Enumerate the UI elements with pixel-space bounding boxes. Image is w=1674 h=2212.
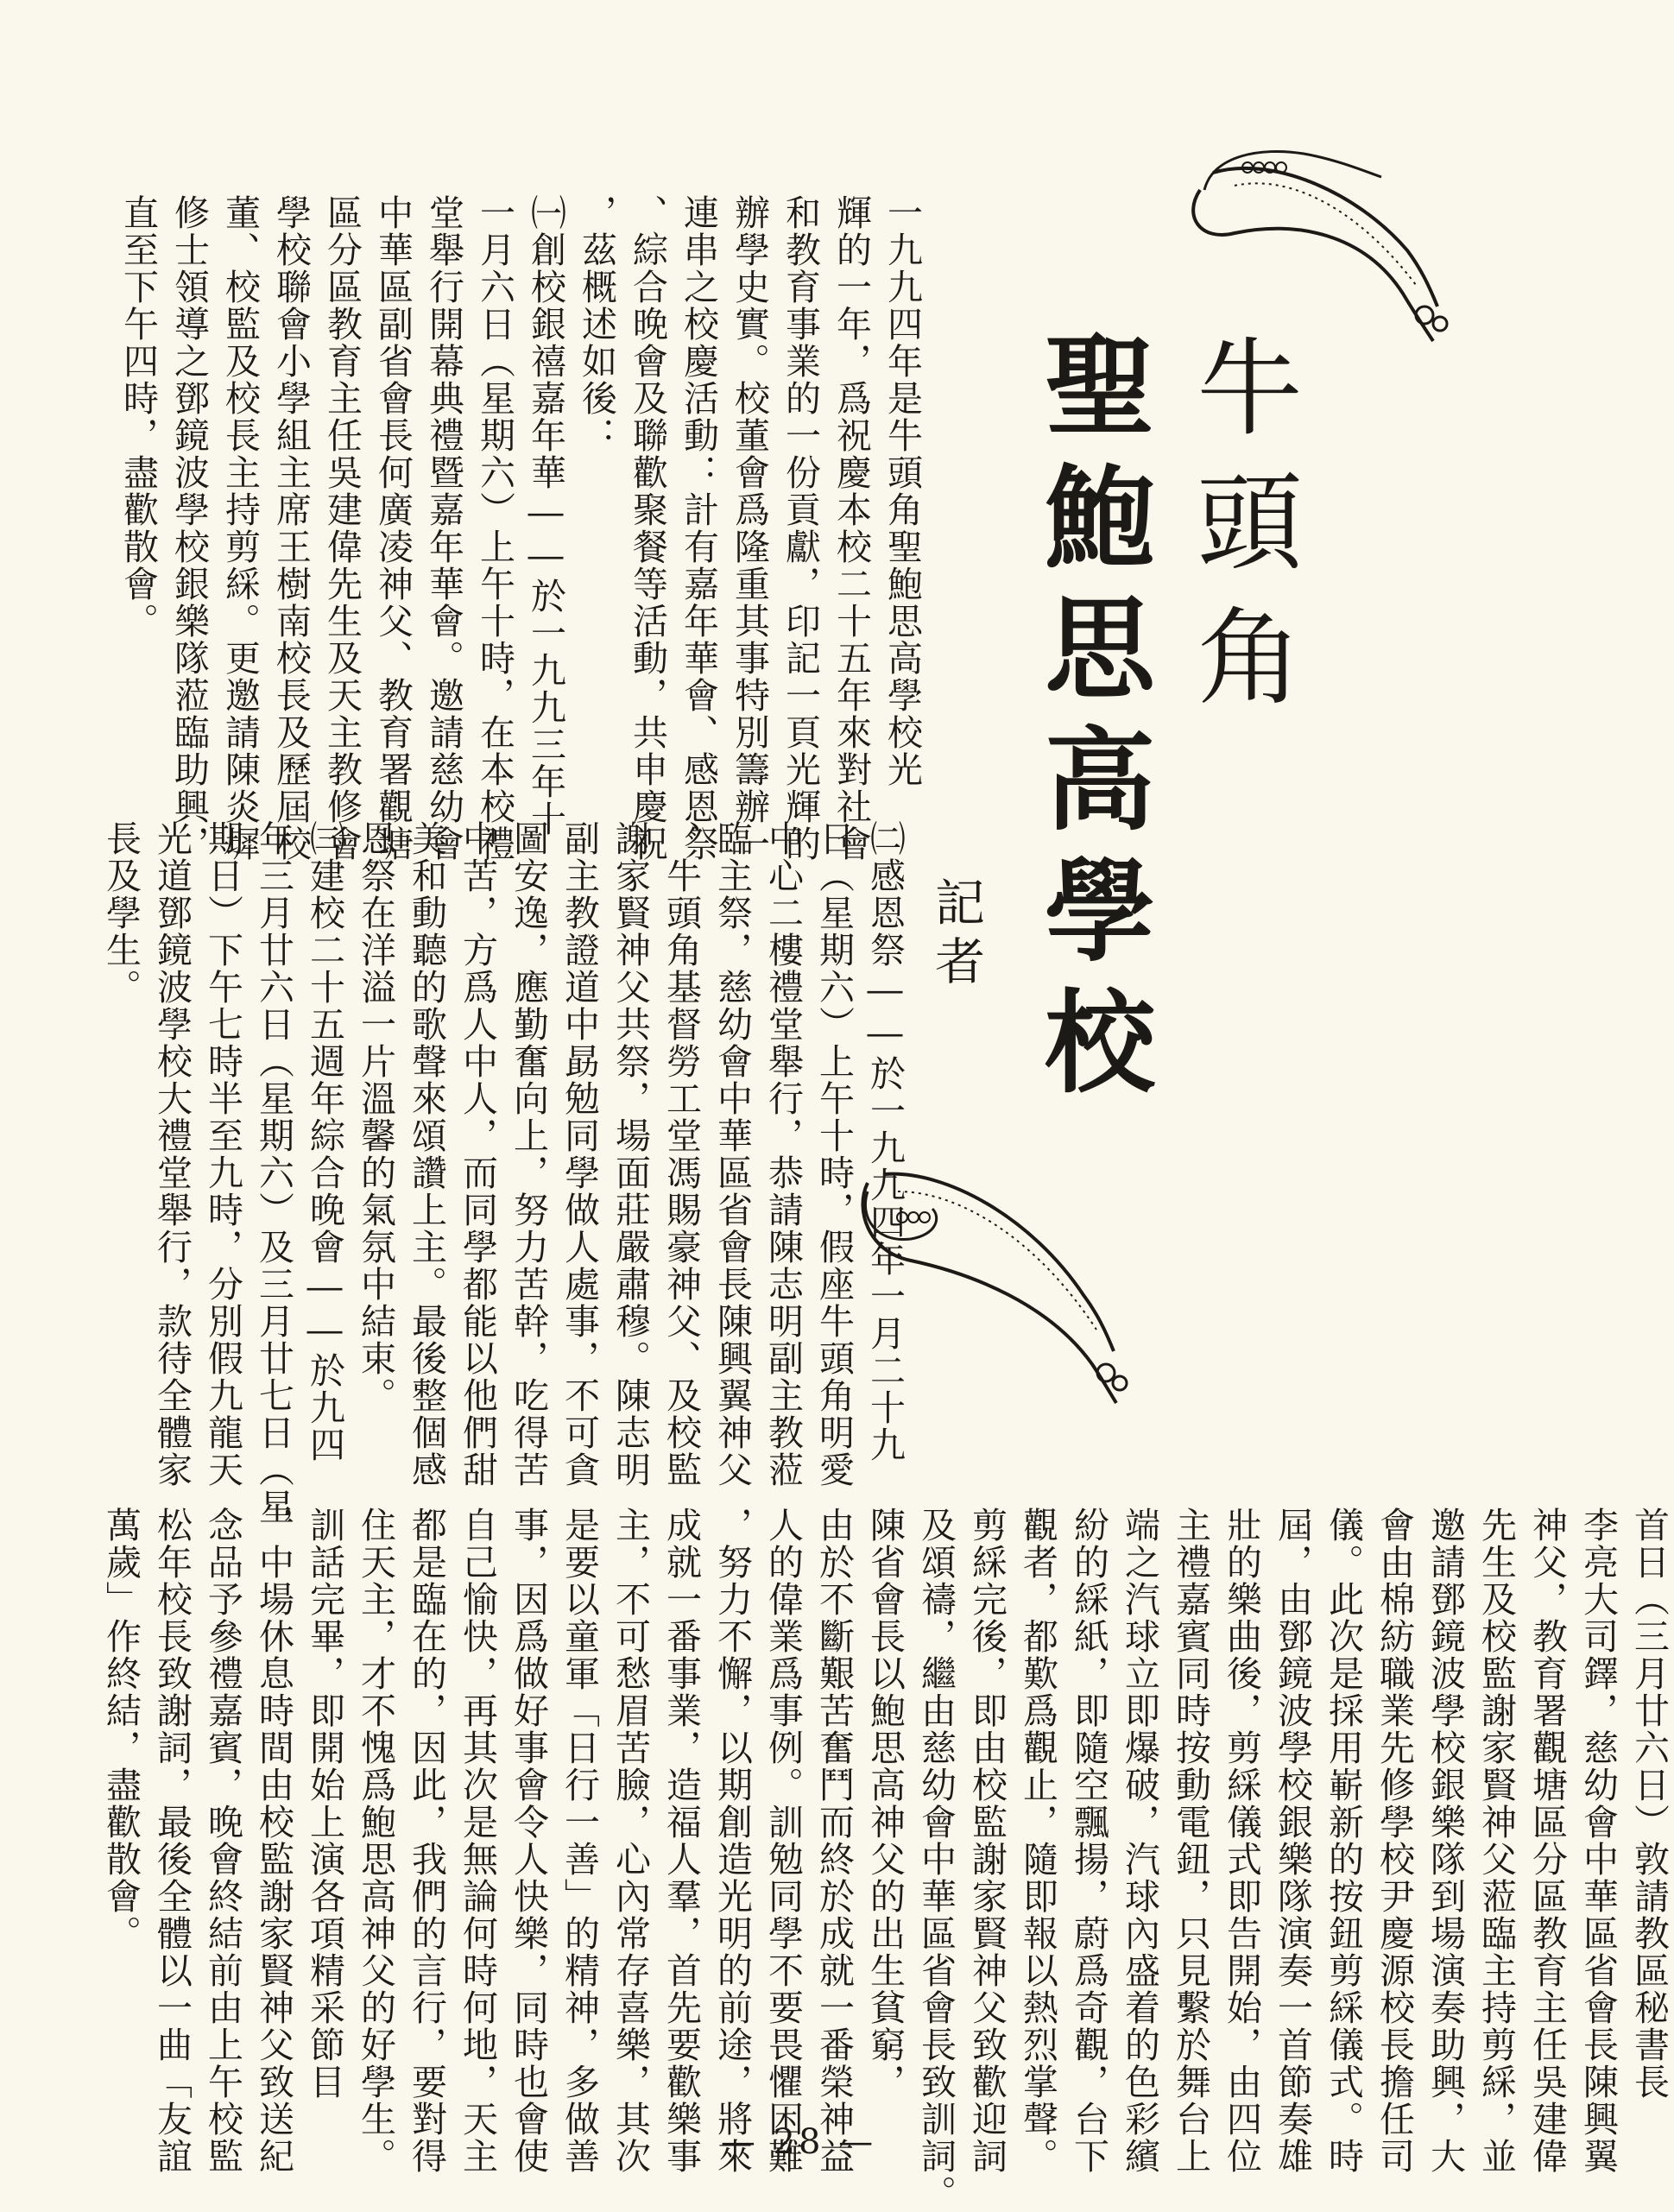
page-number: — 28 — — [720, 2122, 877, 2162]
byline: 記者 — [926, 876, 985, 994]
title-place: 牛頭角 — [1179, 332, 1302, 736]
title-school: 聖鮑思高學校 — [1026, 328, 1154, 1115]
article-column-1: 一九九四年是牛頭角聖鮑思高學校光 輝的一年，爲祝慶本校二十五年來對社會 和教育事業的一份貢獻，印記一頁光輝的 辦學史實。校董會爲隆重其事特別籌辦一 連串之校慶活動：計有嘉年華會、感恩祭 、綜合晚會及聯歡聚餐等活動，共申慶祝 ，茲概述如後： ㈠創校銀禧嘉年華――於一九九三年十 一月六日（星期六）上午十時，在本校禮 堂舉行開幕典禮暨嘉年華會。邀請慈幼會 中華區副省會長何廣凌神父、教育署觀塘 區分區教育主任吳建偉先生及天主教修會 學校聯會小學組主席王樹南校長及歷屆校 董、校監及校長主持剪綵。更邀請陳炎墀 修士領導之鄧鏡波學校銀樂隊蒞臨助興， 直至下午四時，盡歡散會。 — [117, 194, 923, 863]
article-column-2: ㈡感恩祭――於一九九四年一月二十九 日（星期六）上午十時，假座牛頭角明愛 中心二樓禮堂舉行，恭請陳志明副主教蒞 臨主祭，慈幼會中華區省會長陳興翼神父 、牛頭角基督勞工堂馮賜豪神父、及校監 謝家賢神父共祭，場面莊嚴肅穆。陳志明 副主教證道中勗勉同學做人處事，不可貪 圖安逸，應勤奮向上，努力苦幹，吃得苦 中苦，方爲人中人，而同學都能以他們甜 美和動聽的歌聲來頌讚上主。最後整個感 恩祭在洋溢一片溫馨的氣氛中結束。 ㈢建校二十五週年綜合晚會――於九四 年三月廿六日（星期六）及三月廿七日（星 期日）下午七時半至九時，分別假九龍天 光道鄧鏡波學校大禮堂舉行，款待全體家 長及學生。 — [100, 820, 906, 1526]
article-column-3: 首日（三月廿六日）敦請教區秘書長 李亮大司鐸，慈幼會中華區省會長陳興翼 神父，教育署觀塘區分區教育主任吳建偉 先生及校監謝家賢神父蒞臨主持剪綵，並 邀請鄧鏡波學校銀樂隊到場演奏助興，大 會由棉紡職業先修學校尹慶源校長擔任司 儀。此次是採用嶄新的按鈕剪綵儀式。時 屆，由鄧鏡波學校銀樂隊演奏一首節奏雄 壯的樂曲後，剪綵儀式即告開始，由四位 主禮嘉賓同時按動電鈕，只見繫於舞台上 端之汽球立即爆破，汽球內盛着的色彩繽 紛的綵紙，即隨空飄揚，蔚爲奇觀，台下 觀者，都歎爲觀止，隨即報以熱烈掌聲。 剪綵完後，即由校監謝家賢神父致歡迎詞 及頌禱，繼由慈幼會中華區省會長致訓詞。 陳省會長以鮑思高神父的出生貧窮， 由於不斷艱苦奮鬥而終於成就一番榮神益 人的偉業爲事例。訓勉同學不要畏懼困難 ，努力不懈，以期創造光明的前途，將來 成就一番事業，造福人羣，首先要歡樂事 主，不可愁眉苦臉，心內常存喜樂，其次 是要以童軍「日行一善」的精神，多做善 事，因爲做好事會令人快樂，同時也會使 自己愉快，再其次是無論何時何地，天主 都是臨在的，因此，我們的言行，要對得 住天主，才不愧爲鮑思高神父的好學生。 訓話完畢，即開始上演各項精采節目 ，中場休息時間由校監謝家賢神父致送紀 念品予參禮嘉賓，晚會終結前由上午校監 松年校長致謝詞，最後全體以一曲「友誼 萬歲」作終結，盡歡散會。 — [100, 1507, 1670, 2212]
scroll-ornament-top-icon — [1165, 138, 1450, 354]
